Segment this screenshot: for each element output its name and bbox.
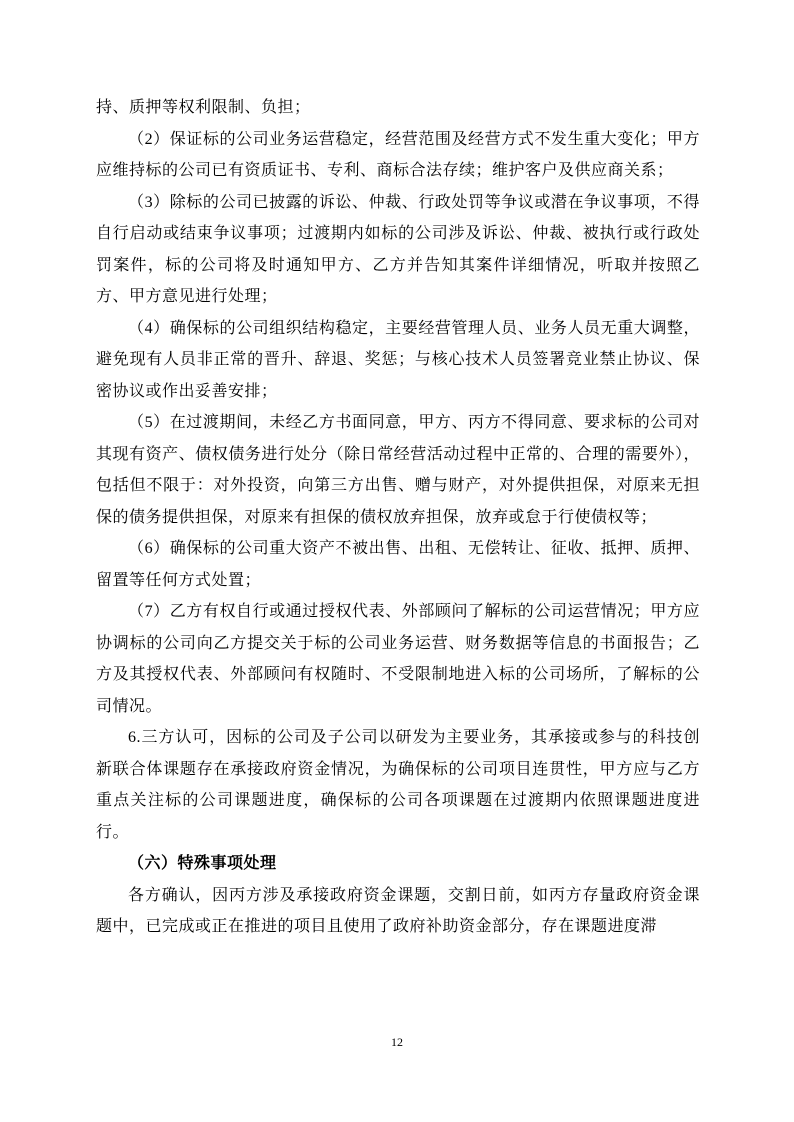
- paragraph: （5）在过渡期间，未经乙方书面同意，甲方、丙方不得同意、要求标的公司对其现有资产、债权债务进行处分（除日常经营活动过程中正常的、合理的需要外），包括但不限于：对外投资，向第三方出售、赠与财产，对外提供担保，对原来无担保的债务提供担保，对原来有担保的债权放弃担保，放弃或怠于行使债权等；: [96, 414, 700, 526]
- paragraph: （2）保证标的公司业务运营稳定，经营范围及经营方式不发生重大变化；甲方应维持标的公司已有资质证书、专利、商标合法存续；维护客户及供应商关系；: [96, 130, 700, 179]
- paragraph: （6）确保标的公司重大资产不被出售、出租、无偿转让、征收、抵押、质押、留置等任何方式处置；: [96, 540, 700, 589]
- paragraph: （4）确保标的公司组织结构稳定，主要经营管理人员、业务人员无重大调整，避免现有人员非正常的晋升、辞退、奖惩；与核心技术人员签署竞业禁止协议、保密协议或作出妥善安排；: [96, 319, 700, 400]
- paragraph: （3）除标的公司已披露的诉讼、仲裁、行政处罚等争议或潜在争议事项，不得自行启动或结束争议事项；过渡期内如标的公司涉及诉讼、仲裁、被执行或行政处罚案件，标的公司将及时通知甲方、乙方并告知其案件详细情况，听取并按照乙方、甲方意见进行处理；: [96, 193, 700, 305]
- document-body: [96, 92, 700, 943]
- paragraph: 持、质押等权利限制、负担；: [96, 99, 311, 116]
- paragraph: （7）乙方有权自行或通过授权代表、外部顾问了解标的公司运营情况；甲方应协调标的公司向乙方提交关于标的公司业务运营、财务数据等信息的书面报告；乙方及其授权代表、外部顾问有权随时、不受限制地进入标的公司场所，了解标的公司情况。: [96, 603, 700, 715]
- page-number: 12: [391, 1035, 403, 1049]
- paragraph: 6.三方认可，因标的公司及子公司以研发为主要业务，其承接或参与的科技创新联合体课题存在承接政府资金情况，为确保标的公司项目连贯性，甲方应与乙方重点关注标的公司课题进度，确保标的公司各项课题在过渡期内依照课题进度进行。: [96, 729, 700, 841]
- section-heading: （六）特殊事项处理: [128, 855, 277, 872]
- paragraph: 各方确认，因丙方涉及承接政府资金课题，交割日前，如丙方存量政府资金课题中，已完成或正在推进的项目且使用了政府补助资金部分，存在课题进度滞: [96, 886, 700, 935]
